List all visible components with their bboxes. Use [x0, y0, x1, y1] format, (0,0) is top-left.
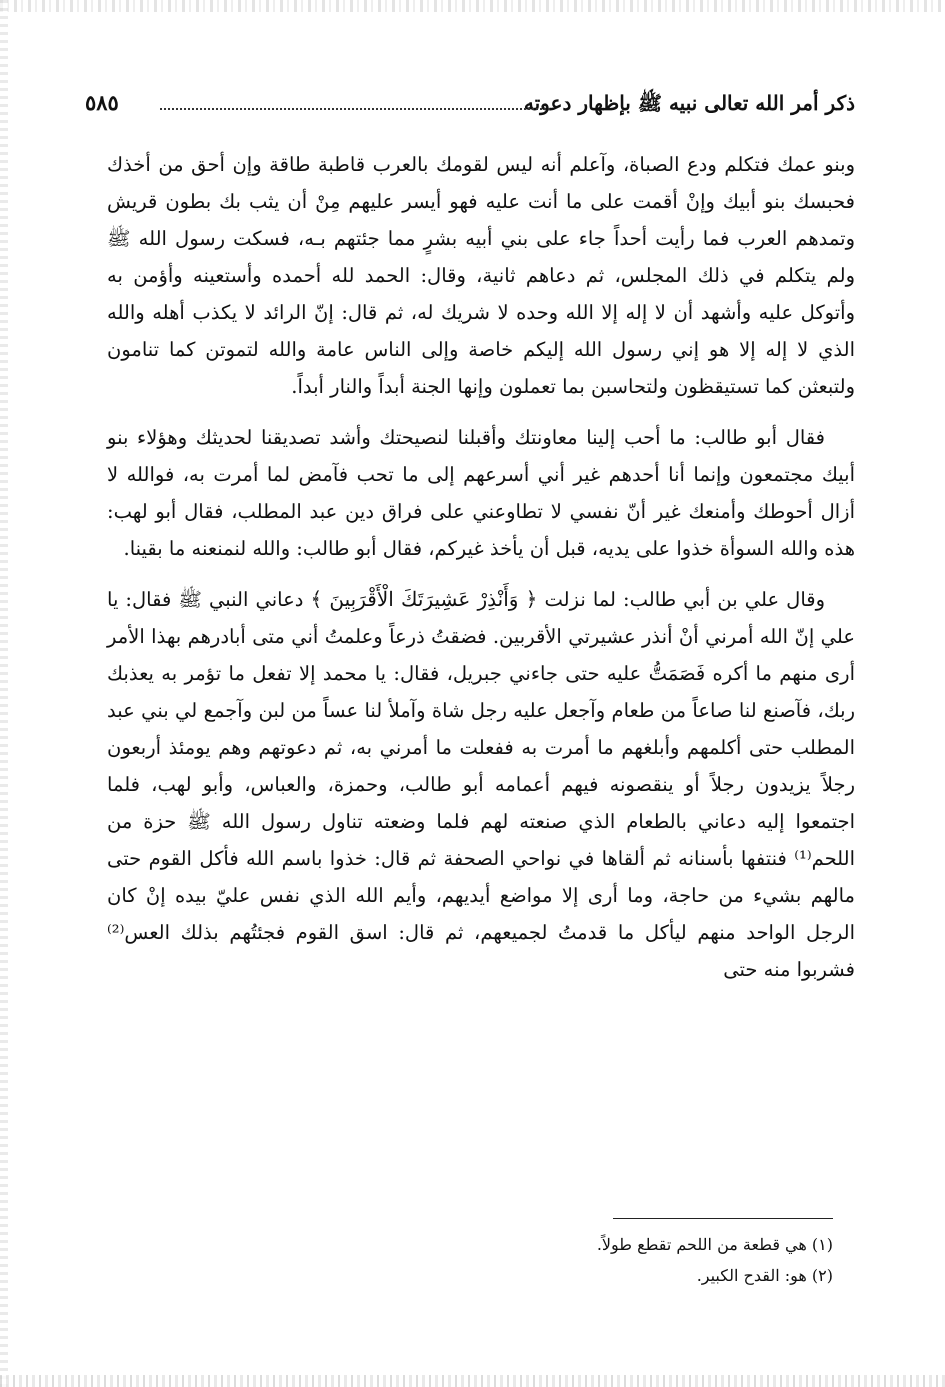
paragraph-3-text: دعاني النبي ﷺ فقال: يا علي إنّ الله أمرني أنْ أنذر عشيرتي الأقربين. فضقتُ ذرعاً وعلمتُ أني متى أبادرهم بهذا الأمر أرى منهم ما أكره فَصَمَتُّ عليه حتى جاءني جبريل، فقال: يا محمد إلا تفعل ما تؤمر به يعذبك ربك، فآصنع لنا صاعاً من طعام وآجعل عليه رجل شاة وآملأ لنا عساً من لبن وآجمع لي بني عبد المطلب حتى أكلمهم وأبلغهم ما أمرت به ففعلت ما أمرني به، ثم دعوتهم وهم يومئذ أربعون رجلاً يزيدون رجلاً أو ينقصونه فيهم أعمامه أبو طالب، وحمزة، والعباس، وأبو لهب، فلما اجتمعوا إليه دعاني بالطعام الذي صنعته لهم فلما وضعته تناول رسول الله ﷺ حزة من اللحم⁽¹⁾ فنتفها بأسنانه ثم ألقاها في نواحي الصحفة ثم قال: خذوا باسم الله فأكل القوم حتى مالهم بشيء من حاجة، وما أرى إلا مواضع أيديهم، وأيم الله الذي نفس عليّ بيده إنْ كان الرجل الواحد منهم ليأكل ما قدمتُ لجميعهم، ثم قال: اسق القوم فجئتُهم بذلك العس⁽²⁾ فشربوا منه حتى	[107, 588, 855, 981]
paragraph-3	[107, 581, 855, 988]
paragraph-3-intro: وقال علي بن أبي طالب: لما نزلت	[544, 588, 826, 611]
page-header	[85, 88, 855, 118]
footnote-1: (١) هي قطعة من اللحم تقطع طولاً.	[596, 1235, 833, 1254]
footnotes	[333, 1229, 833, 1291]
page-number: ٥٨٥	[85, 90, 119, 115]
running-title: ذكر أمر الله تعالى نبيه ﷺ بإظهار دعوته	[523, 91, 855, 115]
quran-verse: ﴿ وَأَنْذِرْ عَشِيرَتَكَ الْأَقْرَبِينَ ﴾	[310, 587, 538, 611]
footnote-2: (٢) هو: القدح الكبير.	[696, 1266, 833, 1285]
scan-edge-bottom	[0, 1375, 945, 1387]
paragraph-2: فقال أبو طالب: ما أحب إلينا معاونتك وأقبلنا لنصيحتك وأشد تصديقنا لحديثك وهؤلاء بنو أبيك مجتمعون وإنما أنا أحدهم غير أني أسرعهم إلى ما تحب فآمض لما أمرت به، فوالله لا أزال أحوطك وأمنعك غير أنّ نفسي لا تطاوعني على فراق دين عبد المطلب، فقال أبو لهب: هذه والله السوأة خذوا على يديه، قبل أن يأخذ غيركم، فقال أبو طالب: والله لنمنعنه ما بقينا.	[107, 426, 855, 560]
main-text	[107, 146, 855, 988]
scan-edge-left	[0, 0, 8, 1387]
dotted-leader	[160, 108, 550, 110]
paragraph-1: وبنو عمك فتكلم ودع الصباة، وآعلم أنه ليس لقومك بالعرب قاطبة طاقة وإن أحق من أخذك فحبسك بنو أبيك وإنْ أقمت على ما أنت عليه فهو أيسر عليهم مِنْ أن يثب بك بطون قريش وتمدهم العرب فما رأيت أحداً جاء على بني أبيه بشرٍ مما جئتهم بـه، فسكت رسول الله ﷺ ولم يتكلم في ذلك المجلس، ثم دعاهم ثانية، وقال: الحمد لله أحمده وأستعينه وأؤمن به وأتوكل عليه وأشهد أن لا إله إلا الله وحده لا شريك له، ثم قال: إنّ الرائد لا يكذب أهله والله الذي لا إله إلا هو إني رسول الله إليكم خاصة وإلى الناس عامة والله لتموتن كما تنامون ولتبعثن كما تستيقظون ولتحاسبن بما تعملون وإنها الجنة أبداً والنار أبداً.	[107, 153, 855, 398]
footnote-separator	[613, 1218, 833, 1219]
scan-edge-top	[0, 0, 945, 12]
